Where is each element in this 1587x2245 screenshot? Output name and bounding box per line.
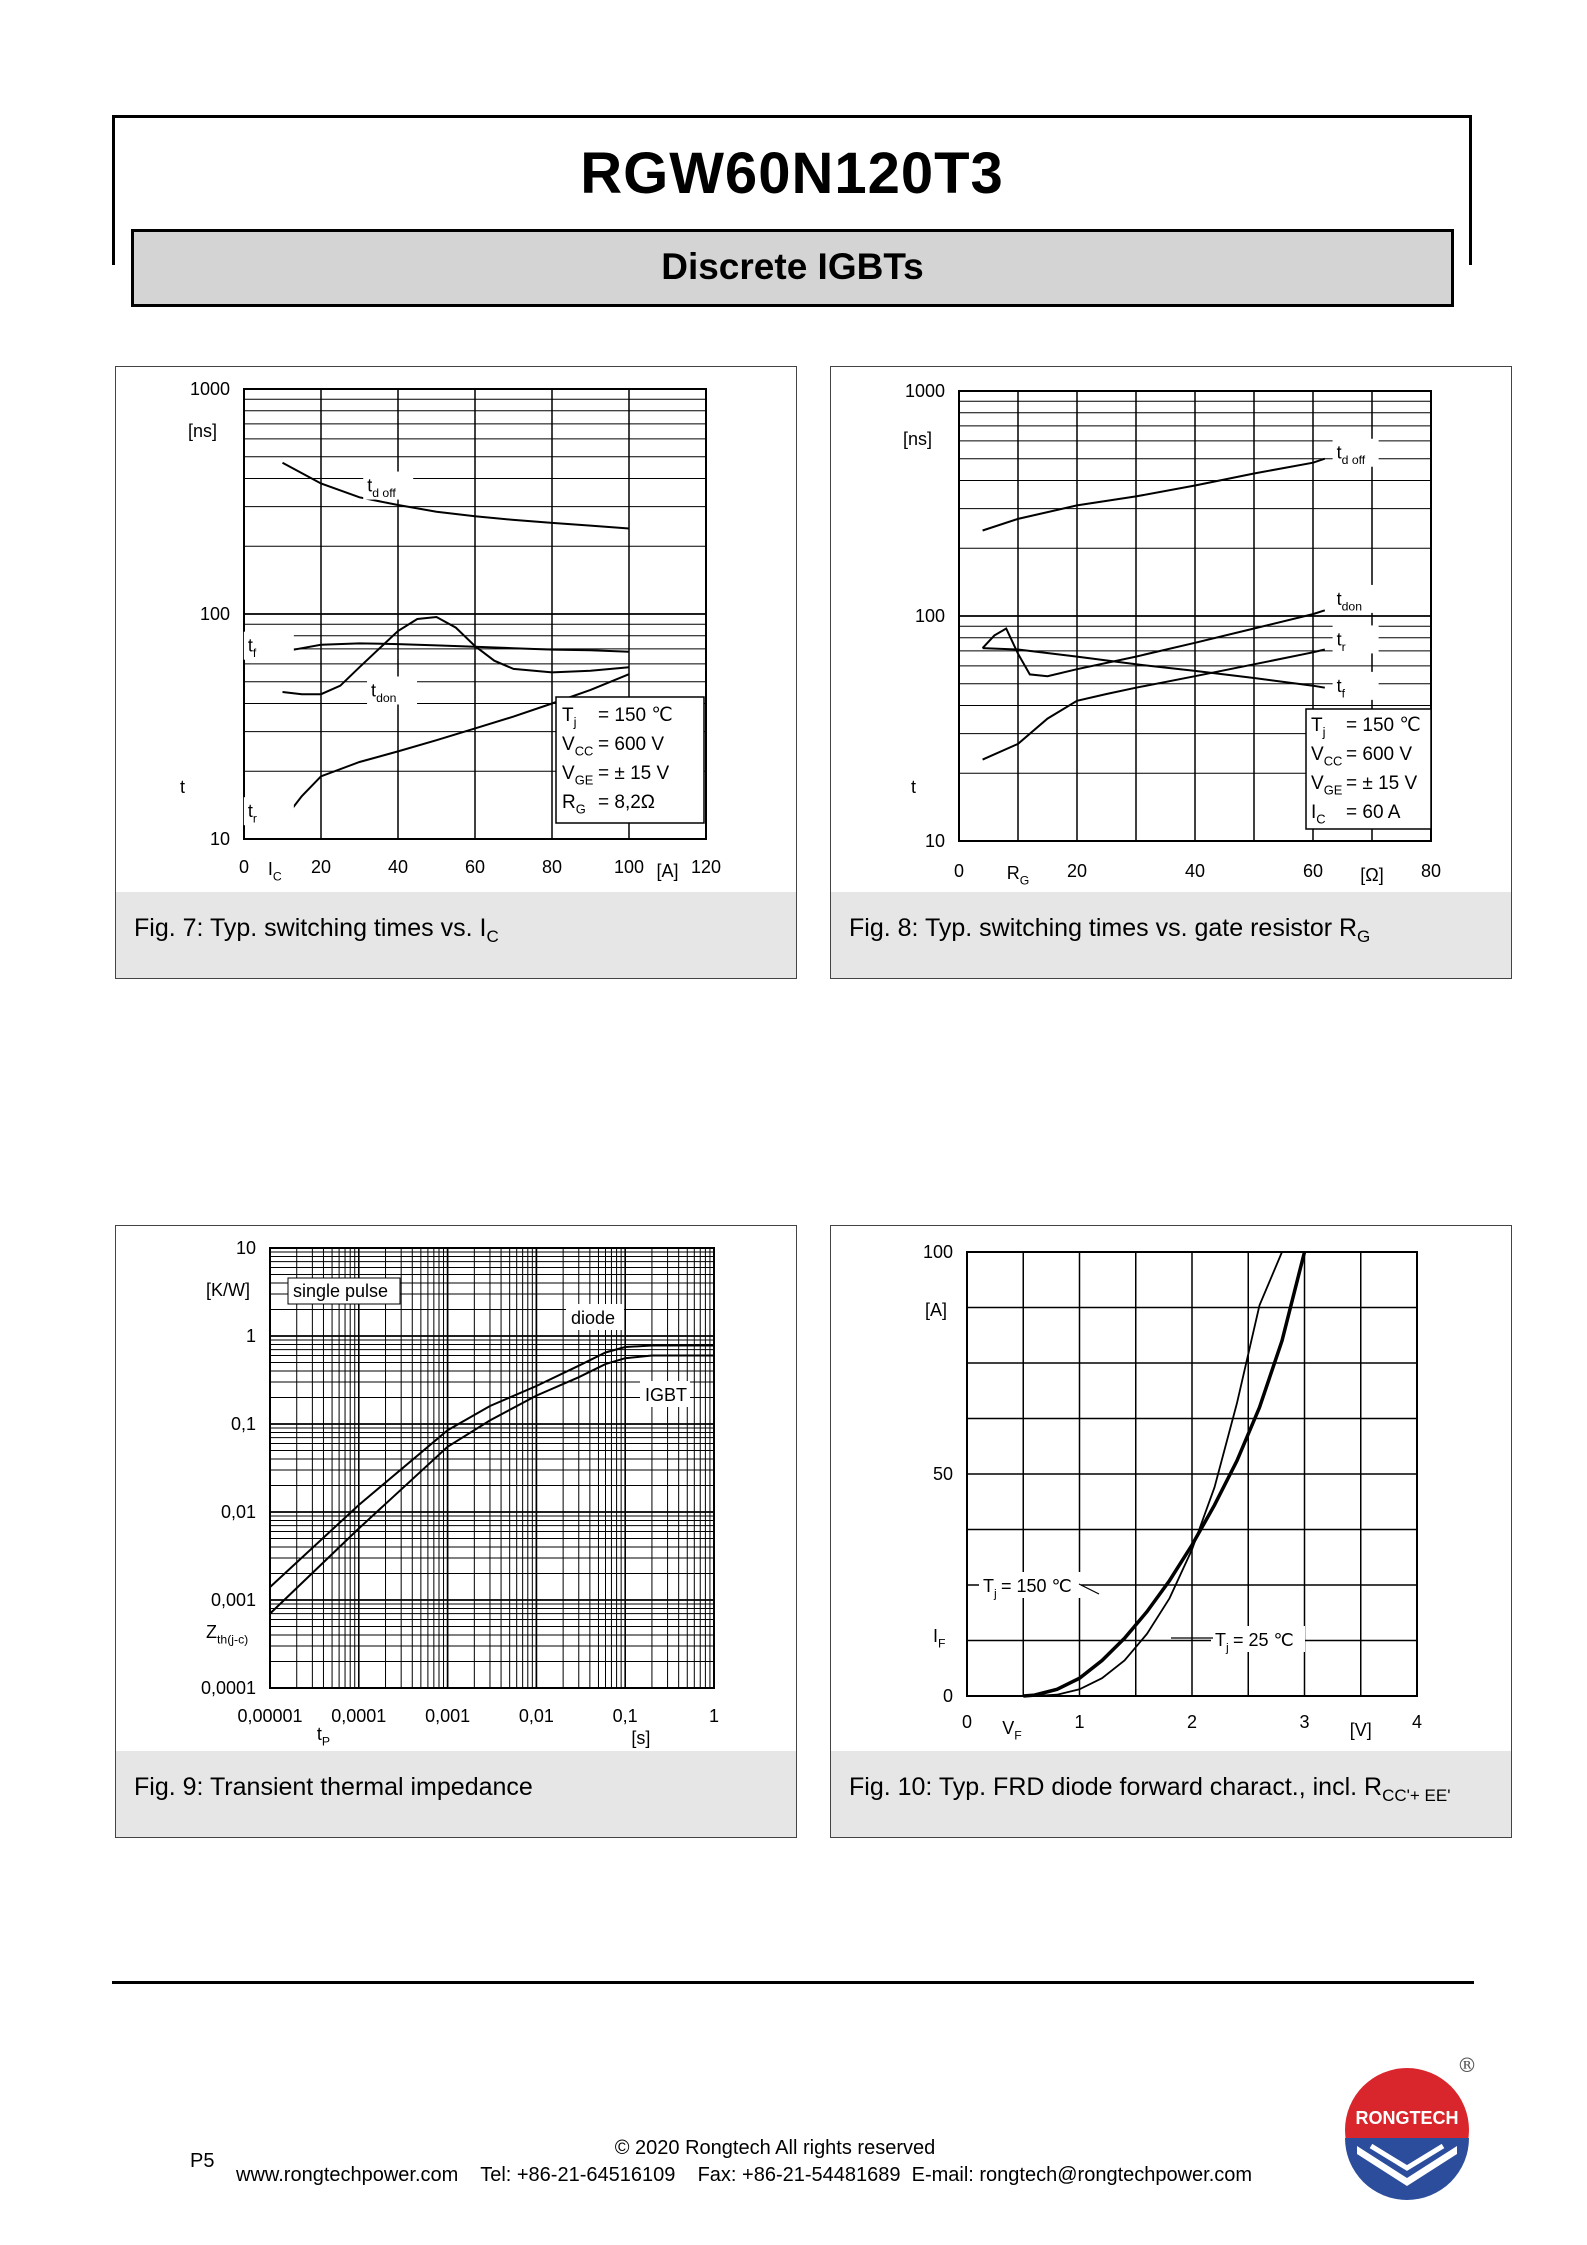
y-tick-label: 0: [942, 1686, 953, 1706]
logo-wordmark: RONGTECH: [1355, 2108, 1459, 2128]
figure-8-caption: [831, 892, 1511, 978]
fig10-chart: [831, 1226, 1513, 1753]
condition-value: = 150 ℃: [598, 705, 673, 726]
y-tick-label: 1000: [189, 379, 230, 399]
caption-text: Fig. 8: Typ. switching times vs. gate resistor $R_G$: [849, 914, 1371, 946]
condition-value: = 150 ℃: [1346, 715, 1421, 736]
caption-text: Fig. 10: Typ. FRD diode forward charact., incl. $R_{CC'+ EE'}$: [849, 1773, 1451, 1805]
x-tick-label: 2: [1186, 1712, 1198, 1732]
x-tick-label: 0: [238, 857, 250, 877]
annotation-text: single pulse: [293, 1281, 389, 1301]
condition-value: = 60 A: [1346, 802, 1401, 823]
fig8-chart: [831, 367, 1513, 894]
x-tick-label: 60: [464, 857, 486, 877]
x-tick-label: 120: [690, 857, 722, 877]
series-label: $t_{don}$: [371, 680, 397, 705]
figure-10-caption: [831, 1751, 1511, 1837]
series-label: diode: [571, 1308, 616, 1328]
x-tick-label: 20: [310, 857, 332, 877]
series-label: $T_j$: [983, 1576, 997, 1601]
y-unit: [ns]: [188, 421, 218, 441]
x-tick-label: 0: [961, 1712, 973, 1732]
series-line: [283, 463, 630, 529]
x-unit: [Ω]: [1360, 865, 1384, 885]
condition-label: $T_j$: [1311, 715, 1326, 740]
condition-label: $V_{GE}$: [1311, 773, 1343, 798]
series-line: [283, 617, 630, 694]
condition-label: $I_C$: [1311, 802, 1326, 827]
condition-value: = ± 15 V: [598, 763, 670, 784]
y-tick-label: 0,1: [230, 1414, 256, 1434]
y-tick-label: 1: [245, 1326, 256, 1346]
condition-label: $R_G$: [562, 792, 586, 817]
y-axis-label: $Z_{th(j-c)}$: [206, 1622, 249, 1647]
figure-10-panel: [830, 1225, 1512, 1838]
condition-value: = 600 V: [1346, 744, 1413, 765]
y-tick-label: 100: [199, 604, 230, 624]
y-tick-label: 100: [922, 1242, 953, 1262]
caption-text: Fig. 9: Transient thermal impedance: [134, 1773, 533, 1801]
rongtech-logo: [1335, 2050, 1485, 2200]
figure-9-panel: [115, 1225, 797, 1838]
series-label: $T_j$: [1215, 1630, 1229, 1655]
x-tick-label: 60: [1302, 861, 1324, 881]
x-tick-label: 80: [541, 857, 563, 877]
series-label-value: = 150 ℃: [1001, 1576, 1072, 1596]
condition-label: $T_j$: [562, 705, 577, 730]
condition-value: = 8,2Ω: [598, 792, 655, 813]
x-axis-label: $t_P$: [316, 1724, 331, 1749]
x-unit: [A]: [656, 861, 679, 881]
x-axis-label: $V_F$: [1002, 1718, 1022, 1743]
series-label: $t_r$: [1336, 629, 1346, 654]
y-tick-label: 0,01: [220, 1502, 256, 1522]
y-unit: [K/W]: [206, 1280, 250, 1300]
y-tick-label: 100: [914, 606, 945, 626]
series-line: [983, 648, 1325, 688]
y-axis-label: t: [180, 777, 186, 797]
x-tick-label: 0,01: [518, 1706, 554, 1726]
registered-mark: ®: [1457, 2053, 1477, 2077]
y-tick-label: 10: [235, 1238, 256, 1258]
x-tick-label: 40: [1184, 861, 1206, 881]
series-line: [283, 643, 630, 651]
x-tick-label: 20: [1066, 861, 1088, 881]
x-tick-label: 80: [1420, 861, 1442, 881]
y-axis-label: t: [911, 777, 917, 797]
x-tick-label: 0,0001: [331, 1706, 387, 1726]
condition-value: = 600 V: [598, 734, 665, 755]
fig9-chart: [116, 1226, 798, 1753]
series-line: [983, 459, 1325, 531]
figure-8-panel: [830, 366, 1512, 979]
x-axis-label: $R_G$: [1006, 863, 1030, 888]
figure-7-panel: [115, 366, 797, 979]
series-label: $t_f$: [247, 635, 257, 661]
x-unit: [s]: [631, 1728, 651, 1748]
series-label: $t_{don}$: [1336, 588, 1363, 614]
x-tick-label: 0,001: [425, 1706, 471, 1726]
condition-label: $V_{CC}$: [562, 734, 594, 759]
x-tick-label: 1: [708, 1706, 720, 1726]
y-tick-label: 1000: [904, 381, 945, 401]
x-tick-label: 0,1: [612, 1706, 638, 1726]
series-label: $t_{d off}$: [1336, 442, 1366, 468]
x-tick-label: 100: [613, 857, 645, 877]
series-label: $t_{d off}$: [367, 475, 396, 500]
x-unit: [V]: [1349, 1720, 1372, 1740]
figure-9-caption: [116, 1751, 796, 1837]
copyright: © 2020 Rongtech All rights reserved: [614, 2137, 936, 2159]
fig7-chart: [116, 367, 798, 894]
condition-label: $V_{GE}$: [562, 763, 594, 788]
plot-frame: [270, 1248, 714, 1688]
condition-label: $V_{CC}$: [1311, 744, 1343, 769]
condition-value: = ± 15 V: [1346, 773, 1418, 794]
y-unit: [ns]: [903, 429, 933, 449]
x-tick-label: 3: [1299, 1712, 1310, 1732]
series-label: $t_r$: [247, 801, 257, 826]
product-family-subtitle: Discrete IGBTs: [661, 246, 924, 287]
figure-7-caption: [116, 892, 796, 978]
y-unit: [A]: [925, 1300, 948, 1320]
series-label-value: = 25 ℃: [1233, 1630, 1294, 1650]
x-tick-label: 0: [953, 861, 965, 881]
y-tick-label: 0,0001: [200, 1678, 256, 1698]
caption-text: Fig. 7: Typ. switching times vs. $I_C$: [134, 914, 499, 946]
footer-divider: [112, 1981, 1474, 1984]
y-tick-label: 10: [924, 831, 945, 851]
x-tick-label: 40: [387, 857, 409, 877]
contact-info: www.rongtechpower.com Tel: +86-21-64516109 Fax: +86-21-54481689 E-mail: rongtech@rongtechpower.com: [236, 2164, 1253, 2186]
x-tick-label: 4: [1411, 1712, 1423, 1732]
y-tick-label: 0,001: [210, 1590, 256, 1610]
y-axis-label: $I_F$: [933, 1626, 946, 1651]
page-number: P5: [190, 2150, 215, 2172]
x-tick-label: 0,00001: [237, 1706, 303, 1726]
x-axis-label: $I_C$: [267, 859, 282, 884]
series-label: $t_f$: [1336, 675, 1346, 701]
header-band: [131, 229, 1454, 307]
part-number-title: RGW60N120T3: [580, 141, 1004, 206]
series-label: IGBT: [645, 1385, 688, 1405]
x-tick-label: 1: [1074, 1712, 1085, 1732]
y-tick-label: 50: [932, 1464, 953, 1484]
y-tick-label: 10: [209, 829, 230, 849]
